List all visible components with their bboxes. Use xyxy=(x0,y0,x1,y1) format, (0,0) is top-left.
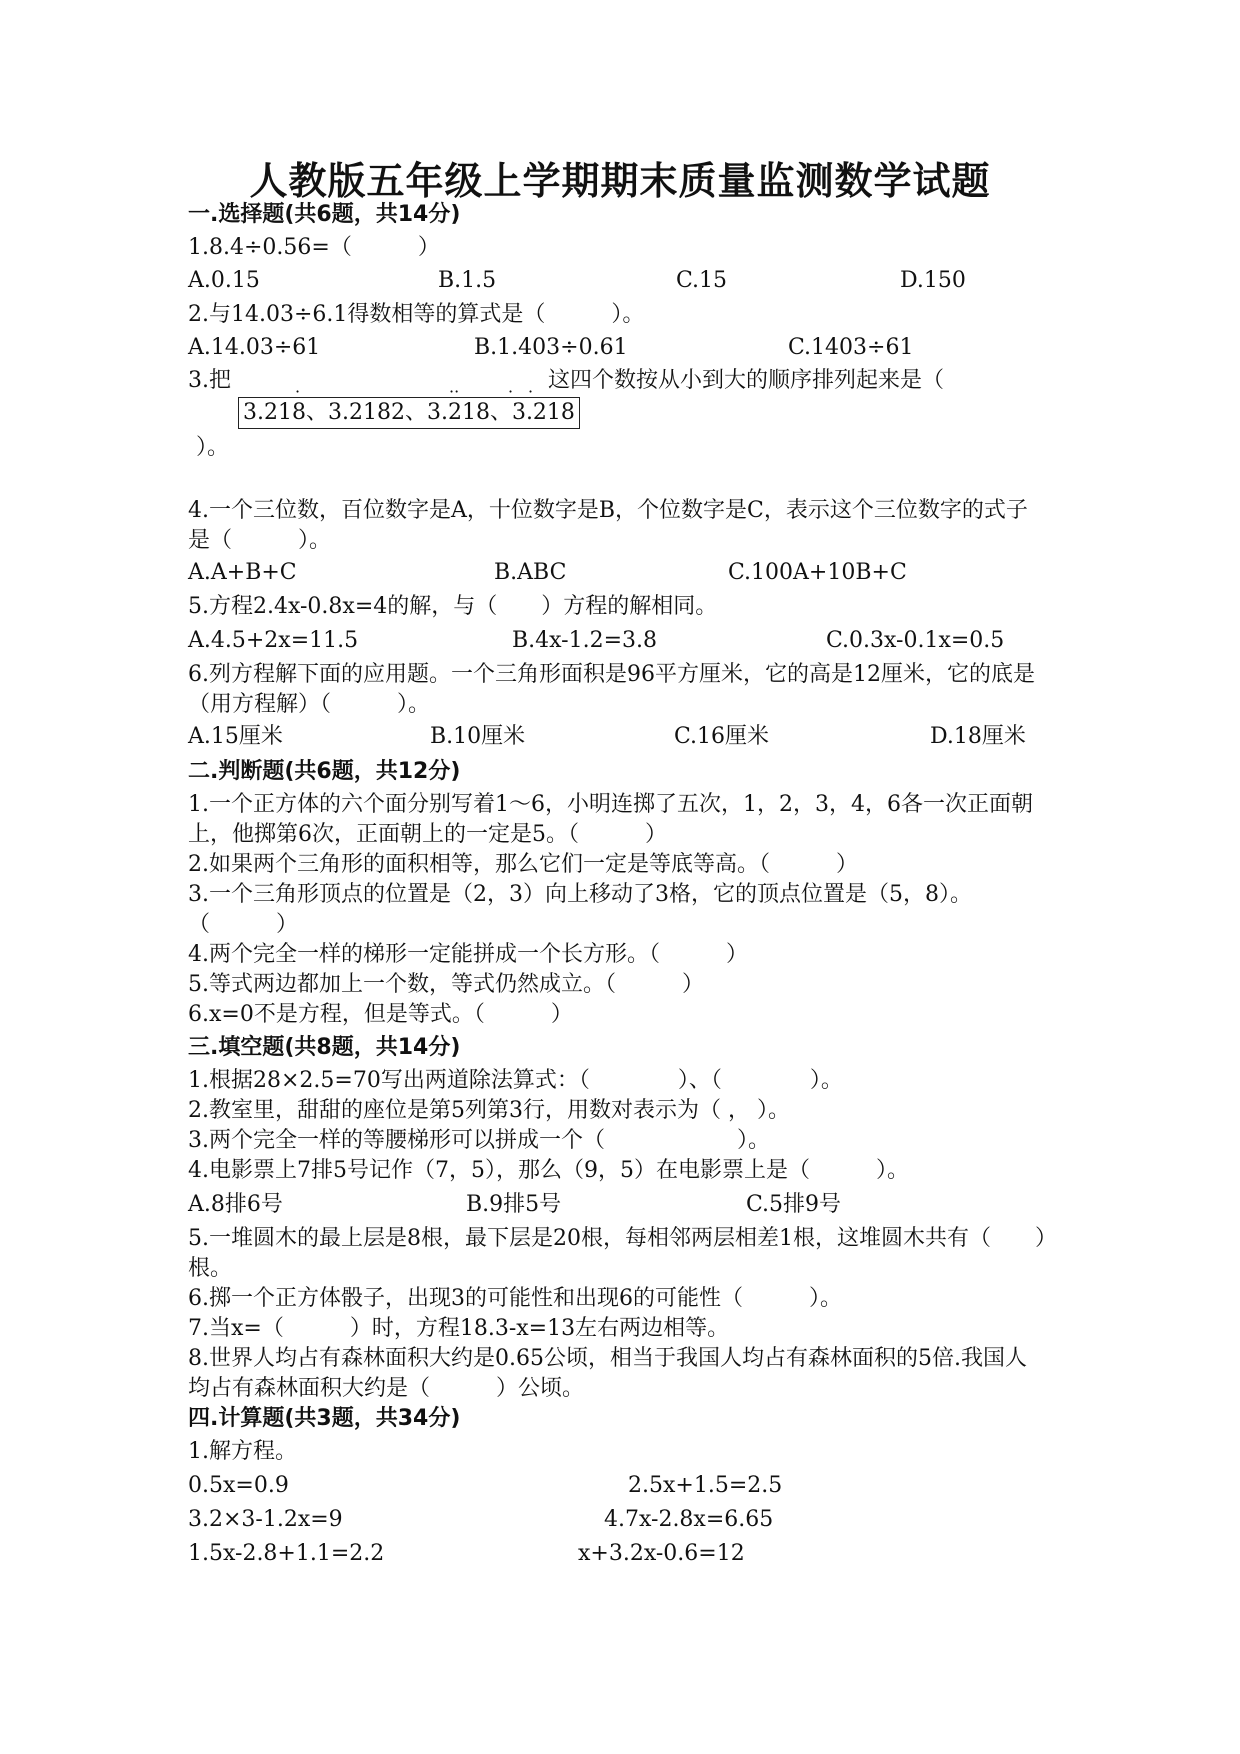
question-3-2: 2.教室里，甜甜的座位是第5列第3行，用数对表示为（ ， ）。 xyxy=(188,1098,790,1123)
section-heading-judgement: 二.判断题(共6题，共12分) xyxy=(188,759,461,784)
option-c: C.100A+10B+C xyxy=(728,560,907,585)
question-3-4: 4.电影票上7排5号记作（7，5），那么（9，5）在电影票上是（ ）。 xyxy=(188,1158,909,1183)
option-b: B.ABC xyxy=(494,560,567,585)
equation: 2.5x+1.5=2.5 xyxy=(628,1473,783,1498)
section-heading-fill: 三.填空题(共8题，共14分) xyxy=(188,1035,461,1060)
option-c: C.15 xyxy=(676,268,728,293)
option-b: B.4x-1.2=3.8 xyxy=(512,628,658,653)
option-a: A.0.15 xyxy=(188,268,260,293)
question-1-3-end: ）。 xyxy=(196,435,230,460)
option-a: A.15厘米 xyxy=(188,724,283,749)
question-1-3-prefix: 3.把 xyxy=(188,368,231,393)
equation: x+3.2x-0.6=12 xyxy=(578,1541,745,1566)
equation: 3.2×3-1.2x=9 xyxy=(188,1507,343,1532)
question-1-2: 2.与14.03÷6.1得数相等的算式是（ ）。 xyxy=(188,302,645,327)
option-a: A.A+B+C xyxy=(188,560,297,585)
number-box: 3.218、3.2182、3.218、3.218 xyxy=(238,397,580,429)
question-4-1: 1.解方程。 xyxy=(188,1439,297,1464)
question-1-6: 6.列方程解下面的应用题。一个三角形面积是96平方厘米，它的高是12厘米，它的底是（用方程解）（ ）。 xyxy=(188,662,1035,717)
question-3-7: 7.当x=（ ）时，方程18.3-x=13左右两边相等。 xyxy=(188,1316,730,1341)
option-c: C.5排9号 xyxy=(746,1192,842,1217)
question-2-6: 6.x=0不是方程，但是等式。（ ） xyxy=(188,1002,573,1027)
question-3-8: 8.世界人均占有森林面积大约是0.65公顷，相当于我国人均占有森林面积的5倍.我国人均占有森林面积大约是（ ）公顷。 xyxy=(188,1346,1027,1401)
equation: 1.5x-2.8+1.1=2.2 xyxy=(188,1541,385,1566)
option-c: C.1403÷61 xyxy=(788,335,914,360)
question-1-5: 5.方程2.4x-0.8x=4的解，与（ ）方程的解相同。 xyxy=(188,594,718,619)
equation: 4.7x-2.8x=6.65 xyxy=(604,1507,774,1532)
repeating-dot: · xyxy=(295,382,301,401)
question-1-4: 4.一个三位数，百位数字是A，十位数字是B，个位数字是C，表示这个三位数字的式子是（ ）。 xyxy=(188,498,1028,553)
question-2-4: 4.两个完全一样的梯形一定能拼成一个长方形。（ ） xyxy=(188,942,748,967)
equation: 0.5x=0.9 xyxy=(188,1473,289,1498)
question-3-5: 5.一堆圆木的最上层是8根，最下层是20根，每相邻两层相差1根，这堆圆木共有（ ）根。 xyxy=(188,1226,1046,1281)
question-3-6: 6.掷一个正方体骰子，出现3的可能性和出现6的可能性（ ）。 xyxy=(188,1286,842,1311)
option-c: C.0.3x-0.1x=0.5 xyxy=(826,628,1005,653)
option-d: D.18厘米 xyxy=(930,724,1026,749)
option-a: A.14.03÷61 xyxy=(188,335,321,360)
option-a: A.4.5+2x=11.5 xyxy=(188,628,359,653)
repeating-dot: · xyxy=(508,382,514,401)
option-a: A.8排6号 xyxy=(188,1192,283,1217)
option-b: B.1.403÷0.61 xyxy=(474,335,628,360)
question-3-3: 3.两个完全一样的等腰梯形可以拼成一个（ ）。 xyxy=(188,1128,770,1153)
option-d: D.150 xyxy=(900,268,966,293)
question-1-3-text: 这四个数按从小到大的顺序排列起来是（ xyxy=(548,368,945,393)
question-3-1: 1.根据28×2.5=70写出两道除法算式：（ ）、（ ）。 xyxy=(188,1068,843,1093)
option-c: C.16厘米 xyxy=(674,724,770,749)
repeating-dot: ·· xyxy=(449,382,460,401)
option-b: B.9排5号 xyxy=(466,1192,562,1217)
question-1-1: 1.8.4÷0.56=（ ） xyxy=(188,235,440,260)
question-2-1: 1.一个正方体的六个面分别写着1～6，小明连掷了五次，1，2，3，4，6各一次正面朝上，他掷第6次，正面朝上的一定是5。（ ） xyxy=(188,792,1033,847)
section-heading-choice: 一.选择题(共6题，共14分) xyxy=(188,202,461,227)
option-b: B.1.5 xyxy=(438,268,497,293)
section-heading-calculation: 四.计算题(共3题，共34分) xyxy=(188,1406,461,1431)
question-2-5: 5.等式两边都加上一个数，等式仍然成立。（ ） xyxy=(188,972,704,997)
question-2-3: 3.一个三角形顶点的位置是（2，3）向上移动了3格，它的顶点位置是（5，8）。（ ） xyxy=(188,882,972,937)
page-title: 人教版五年级上学期期末质量监测数学试题 xyxy=(249,159,991,203)
question-2-2: 2.如果两个三角形的面积相等，那么它们一定是等底等高。（ ） xyxy=(188,852,858,877)
option-b: B.10厘米 xyxy=(430,724,526,749)
repeating-dot: · xyxy=(528,382,534,401)
